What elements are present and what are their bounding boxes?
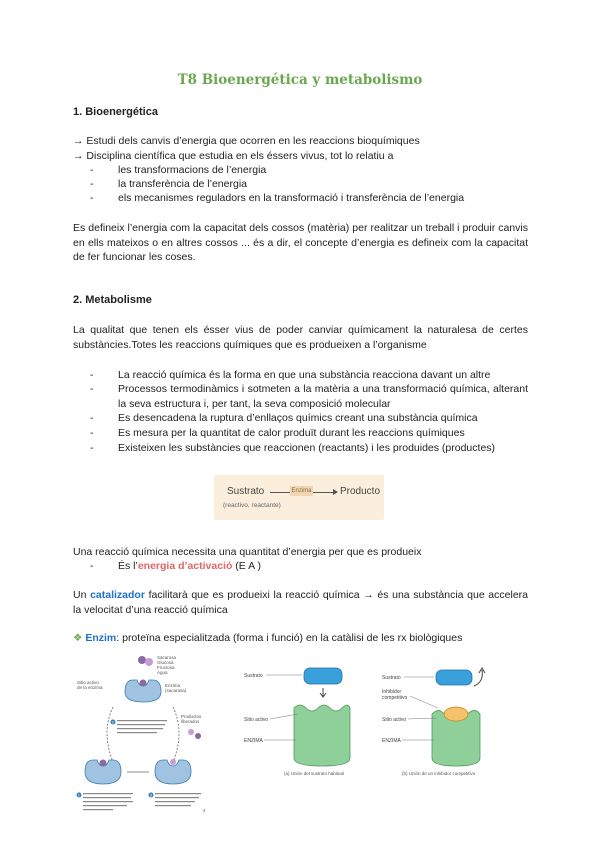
dash-item-3: - els mecanismes reguladors en la transformació i transferència de l’energia (90, 192, 465, 204)
document-title: T8 Bioenergética y metabolismo (177, 72, 423, 88)
cycle-label-sitio-activo: Sitio activo (77, 680, 99, 685)
cycle-label-sacarosa: Sacarosa (157, 655, 177, 660)
fig-a-enzyme-label: ENZIMA (244, 738, 263, 744)
competitive-inhibitor-figure (380, 662, 500, 780)
substrate-label: Sustrato (227, 486, 265, 497)
enzim-definition: ❖ Enzim: proteïna especialitzada (forma i funció) en la catàlisi de les rx biològiques (73, 632, 463, 644)
fig-b-substrate-label: Sustrato (382, 675, 401, 681)
fig-a-caption: (a) Unión del sustrato habitual (284, 771, 345, 776)
fig-b-active-site-label: Sitio activo (382, 717, 407, 723)
cycle-label-fructosa: Fructosa (157, 665, 175, 670)
cycle-label-liberados: liberados (181, 719, 200, 724)
substrate-binding-figure (242, 662, 352, 780)
step-3-number: 3 (149, 792, 153, 798)
bullet-item-5: - Existeixen les substàncies que reaccionen (reactants) i les produides (productes) (90, 442, 496, 454)
cycle-label-agua: Agua (157, 670, 168, 675)
catalyst-paragraph: Un catalizador facilitarà que es produeixi la reacció química → és una substància que accelera la velocitat d’una reacció química (73, 589, 528, 616)
step-1-number: 1 (77, 792, 81, 798)
cleaved-product (170, 759, 176, 765)
dash-item-2: - la transferència de l’energia (90, 178, 247, 190)
fig-a-substrate-label: Sustrato (244, 673, 263, 679)
sucrose-molecule (138, 656, 146, 664)
bullet-item-1: - La reacció química és la forma en que una substància reacciona davant un altre (90, 369, 491, 381)
fig-b-inhibitor-label: Inhibidor (382, 689, 402, 695)
bullet-item-2: - Processos termodinàmics i sotmeten a la matèria a una transformació química, alterant la seva estructura i, per tant, la seva composició molecular (90, 383, 528, 410)
activation-intro: Una reacció química necessita una quantitat d’energia per que es produeix (73, 546, 422, 558)
arrow-line-1: → Estudi dels canvis d’energia que ocorren en les reaccions bioquímiques (73, 135, 420, 147)
bullet-item-4: - Es mesura per la quantitat de calor produït durant les reaccions químiques (90, 427, 465, 439)
inhibitor-shape (444, 707, 468, 721)
cycle-label-enzima: Enzima (165, 683, 181, 688)
section-heading-metabolisme: 2. Metabolisme (73, 294, 152, 306)
energy-definition-paragraph: Es defineix l’energia com la capacitat dels cossos (matèria) per realitzar un treball i produir canvis en ells mateixos o en altres cossos ... és a dir, el concepte d’energia es defineix com la capacitat de fer funcionar les coses. (73, 222, 528, 263)
step-2-number: 2 (111, 719, 115, 725)
sucrose-molecule-part (145, 658, 153, 666)
product-molecule-2 (195, 733, 201, 739)
cycle-label-sacarasa: (sacarasa) (165, 688, 187, 693)
enzyme-label: Enzima (291, 488, 312, 494)
product-label: Producto (340, 486, 381, 497)
diamond-bullet-icon: ❖ (73, 632, 83, 644)
section-heading-bioenergetica: 1. Bioenergética (73, 106, 158, 118)
bound-substrate-bottom (100, 760, 107, 767)
arrow-line-2: → Disciplina científica que estudia en els éssers vivus, tot lo relatiu a (73, 150, 394, 162)
cycle-label-glucosa: Glucosa (157, 660, 174, 665)
enzyme-cycle-figure (73, 652, 213, 822)
enzyme-shape-a (294, 705, 350, 766)
step-4-number: 4 (203, 808, 206, 813)
substrate-shape-a (304, 668, 342, 684)
product-molecule-1 (188, 729, 194, 735)
dash-item-1: - les transformacions de l’energia (90, 164, 267, 176)
cycle-label-productos: Productos (181, 714, 202, 719)
metabolism-paragraph: La qualitat que tenen els ésser vius de poder canviar químicament la naturalesa de certes substàncies.Totes les reaccions químiques que es produeixen a l’organisme (73, 324, 528, 351)
reaction-arrowhead (333, 489, 338, 495)
catalyst-term: catalizador (90, 589, 145, 601)
activation-dash-item: - És l’energia d’activació (E A ) (90, 560, 261, 572)
fig-a-active-site-label: Sitio activo (244, 717, 269, 723)
substrate-shape-b (436, 670, 472, 685)
activation-energy-term: energia d’activació (137, 560, 233, 572)
fig-b-caption: (b) Unión de un inhibidor competitivo (402, 771, 476, 776)
cycle-label-de-la-enzima: de la enzima (77, 685, 103, 690)
enzim-term: Enzim (85, 632, 117, 644)
blocked-arrow-b (474, 670, 482, 686)
reaction-figure (214, 475, 384, 520)
bound-substrate-top (140, 680, 147, 687)
fig-b-enzyme-label: ENZIMA (382, 738, 401, 744)
bullet-item-3: - Es desencadena la ruptura d’enllaços químics creant una substància química (90, 412, 478, 424)
substrate-note: (reactivo, reactante) (223, 502, 281, 509)
fig-b-inhibitor-label-2: competitivo (382, 695, 408, 701)
